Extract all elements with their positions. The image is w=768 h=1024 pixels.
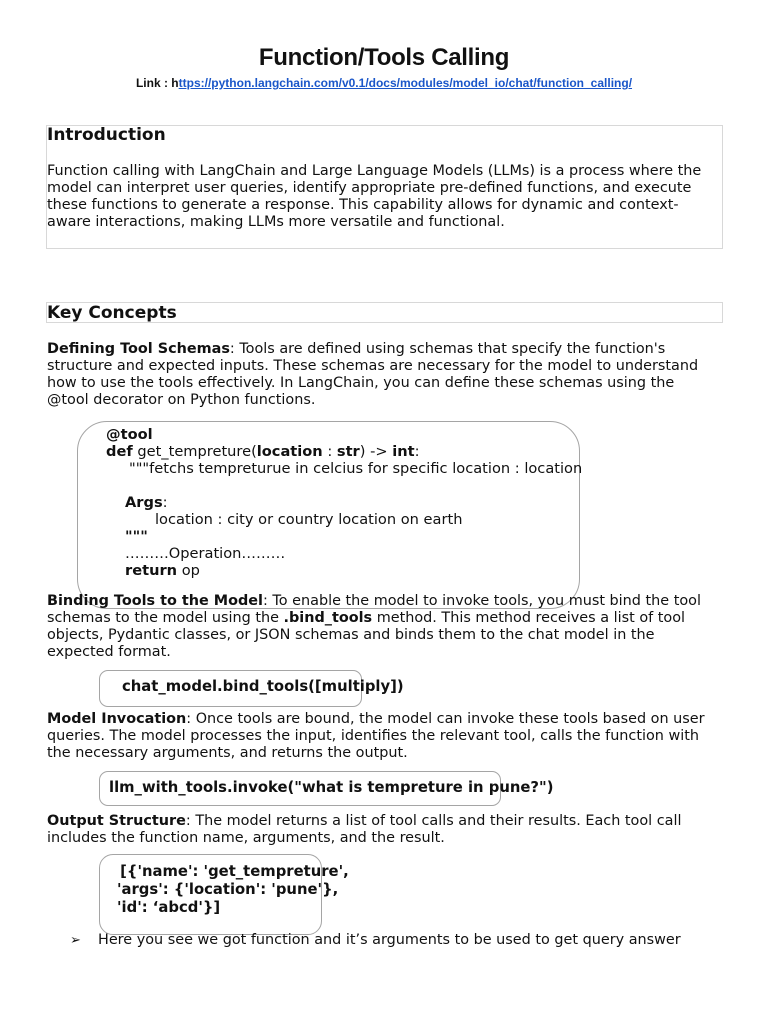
bullet-arrow-icon: ➢ — [70, 933, 81, 948]
doc-link[interactable]: ttps://python.langchain.com/v0.1/docs/modules/model_io/chat/function_calling/ — [178, 76, 633, 90]
tool-schemas-paragraph — [47, 341, 719, 409]
binding-tools-paragraph: Binding Tools to the Model: To enable the model to invoke tools, you must bind the tool schemas to the model using the .bind_tools method. This method receives a list of tool objects, Pydantic classes, or JSON schemas and binds them to the chat model in the expected format. — [47, 593, 701, 660]
code-line-def: def get_tempreture(location : str) -> int: — [106, 443, 420, 460]
tool-schemas-label: Defining Tool Schemas — [47, 341, 230, 357]
link-prefix: Link : h — [135, 76, 179, 90]
binding-tools-label: Binding Tools to the Model — [47, 593, 263, 609]
link-line — [0, 76, 768, 90]
code-line-return: return op — [125, 562, 200, 579]
bind-tools-method: .bind_tools — [283, 610, 373, 626]
tool-schemas-text: : Tools are defined using schemas that specify the function's structure and expected inputs. These schemas are necessary for the model to understand how to use the tools effectively. In LangChain, you can define these schemas using the @tool decorator on Python functions. — [47, 341, 699, 408]
page-title: Function/Tools Calling — [258, 44, 510, 71]
output-structure-label: Output Structure — [47, 813, 186, 829]
code-line-docstring: """fetchs tempreturue in celcius for specific location : location — [129, 460, 583, 477]
model-invocation-paragraph: Model Invocation: Once tools are bound, the model can invoke these tools based on user queries. The model processes the input, identifies the relevant tool, calls the function with the necessary arguments, and returns the output. — [47, 711, 705, 761]
invoke-snippet-code: llm_with_tools.invoke("what is tempreture in pune?") — [109, 779, 554, 796]
code-line-args: Args: — [125, 494, 168, 511]
introduction-text: Function calling with LangChain and Large Language Models (LLMs) is a process where the model can interpret user queries, identify appropriate pre-defined functions, and execute these functions to generate a response. This capability allows for dynamic and context-aware interactions, making LLMs more versatile and functional. — [47, 163, 702, 230]
introduction-heading: Introduction — [47, 125, 166, 145]
code-line-decorator: @tool — [106, 426, 153, 443]
output-snippet-line-2: 'args': {'location': 'pune'}, — [117, 881, 339, 898]
bullet-text: Here you see we got function and it’s arguments to be used to get query answer — [98, 932, 681, 948]
code-line-arg-location: location : city or country location on earth — [155, 511, 463, 528]
model-invocation-label: Model Invocation — [47, 711, 187, 727]
key-concepts-heading: Key Concepts — [47, 303, 177, 323]
code-line-operation: ………Operation……… — [125, 545, 286, 562]
code-line-doc-close: """ — [125, 528, 148, 545]
output-snippet-line-1: [{'name': 'get_tempreture', — [115, 863, 349, 880]
output-snippet-line-3: 'id': ‘abcd'}] — [117, 899, 221, 916]
bind-snippet-code: chat_model.bind_tools([multiply]) — [122, 678, 404, 695]
output-structure-paragraph: Output Structure: The model returns a list of tool calls and their results. Each tool call includes the function name, arguments, and the result. — [47, 813, 682, 846]
